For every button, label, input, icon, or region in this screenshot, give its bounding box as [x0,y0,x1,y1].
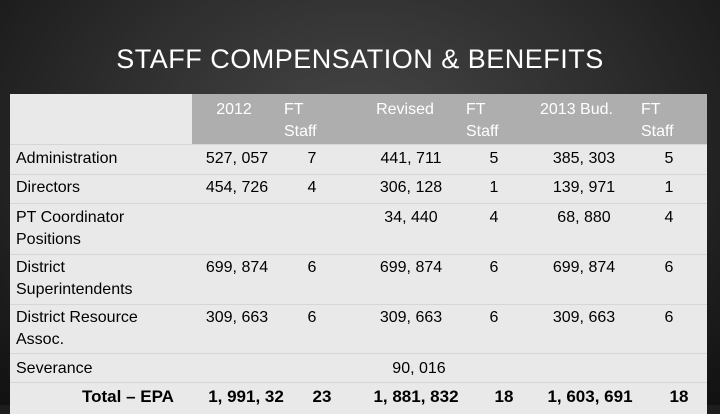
row-label-directors: Directors [16,179,81,196]
row-label-district-superintendents: District Superintendents [16,259,133,298]
header-2013-bud: 2013 Bud. [540,101,613,118]
cell-revised: 306, 128 [379,179,443,196]
row-divider [10,382,707,383]
header-2012: 2012 [216,101,252,118]
row-label-severance: Severance [16,360,93,377]
cell-2013-bud: 699, 874 [552,259,616,276]
cell-2013-bud: 139, 971 [552,179,616,196]
row-label-pt-coordinator: PT Coordinator Positions [16,209,125,248]
cell-2012: 454, 726 [205,179,269,196]
cell-ft-staff-1: 4 [307,179,317,196]
cell-total-ft-staff-3: 18 [669,387,689,406]
cell-ft-staff-1: 6 [307,309,317,326]
cell-2013-bud: 385, 303 [552,150,616,167]
cell-ft-staff-2: 6 [489,309,499,326]
cell-revised: 34, 440 [384,209,438,226]
row-divider [10,304,707,305]
header-blank-cell [10,94,192,144]
cell-2012: 309, 663 [205,309,269,326]
cell-total-revised: 1, 881, 832 [373,387,459,406]
cell-ft-staff-2: 1 [489,179,499,196]
cell-total-2013-bud: 1, 603, 691 [547,387,633,406]
cell-ft-staff-2: 6 [489,259,499,276]
cell-ft-staff-1: 6 [307,259,317,276]
cell-total-ft-staff-2: 18 [494,387,514,406]
cell-revised: 309, 663 [379,309,443,326]
header-ft-staff-3: FT Staff [641,101,674,140]
cell-total-2012: 1, 991, 32 [208,387,284,406]
cell-ft-staff-2: 5 [489,150,499,167]
header-ft-staff-2: FT Staff [466,101,499,140]
cell-ft-staff-1: 7 [307,150,317,167]
row-divider [10,254,707,255]
header-ft-staff-1: FT Staff [284,101,317,140]
cell-revised: 441, 711 [380,150,442,167]
cell-ft-staff-3: 4 [664,209,674,226]
row-divider [10,203,707,204]
cell-ft-staff-3: 5 [664,150,674,167]
cell-ft-staff-3: 1 [664,179,674,196]
cell-2013-bud: 68, 880 [557,209,611,226]
cell-revised: 90, 016 [392,360,446,377]
cell-2013-bud: 309, 663 [552,309,616,326]
row-label-district-resource: District Resource Assoc. [16,309,138,348]
cell-total-ft-staff-1: 23 [312,387,332,406]
page-title: STAFF COMPENSATION & BENEFITS [116,44,604,74]
cell-ft-staff-2: 4 [489,209,499,226]
row-divider [10,353,707,354]
cell-2012: 699, 874 [205,259,269,276]
compensation-table [10,94,707,414]
cell-ft-staff-3: 6 [664,259,674,276]
cell-revised: 699, 874 [379,259,443,276]
row-divider [10,174,707,175]
row-label-total: Total – EPA [82,387,174,406]
row-divider [10,144,707,145]
cell-2012: 527, 057 [205,150,269,167]
header-revised: Revised [376,101,434,118]
cell-ft-staff-3: 6 [664,309,674,326]
row-label-administration: Administration [16,150,118,167]
